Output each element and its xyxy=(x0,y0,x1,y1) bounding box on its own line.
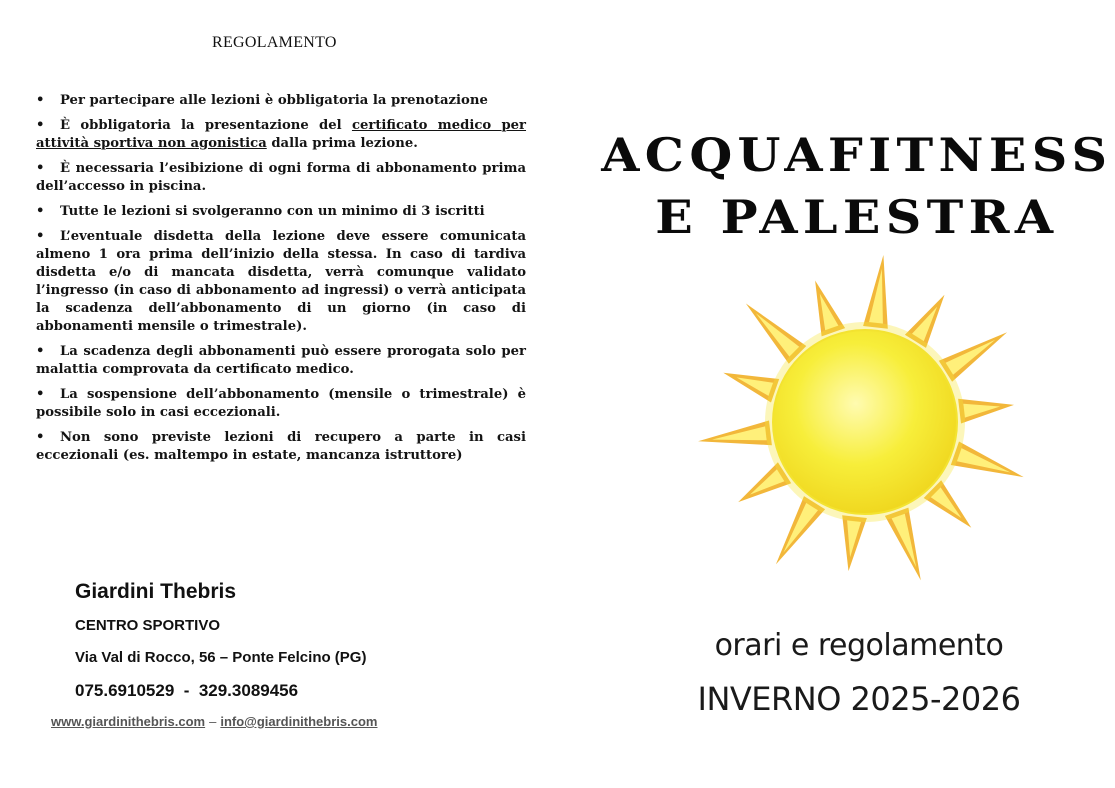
center-address: Via Val di Rocco, 56 – Ponte Felcino (PG) xyxy=(75,649,367,666)
bullet-icon: • xyxy=(36,118,45,133)
rule-text: È necessaria l’esibizione di ogni forma di abbonamento prima dell’accesso in piscina. xyxy=(36,161,526,194)
sun-ray-highlight xyxy=(756,313,799,356)
rule-item xyxy=(36,203,526,221)
rule-item xyxy=(36,117,526,153)
rule-item xyxy=(36,386,526,422)
subtitle: orari e regolamento xyxy=(714,628,1004,663)
rule-item xyxy=(36,429,526,465)
rule-underlined-text: certificato medico per attività sportiva non agonistica xyxy=(36,118,527,151)
email-link[interactable]: info@giardinithebris.com xyxy=(220,714,378,729)
center-name: Giardini Thebris xyxy=(75,580,237,603)
sun-ray-highlight xyxy=(869,269,883,324)
bullet-icon: • xyxy=(36,229,45,244)
center-phones: 075.6910529 - 329.3089456 xyxy=(75,681,299,700)
bullet-icon: • xyxy=(36,161,45,176)
rule-text: Non sono previste lezioni di recupero a parte in casi eccezionali (es. maltempo in estate, mancanza istruttore) xyxy=(36,430,526,463)
main-title xyxy=(584,124,1115,248)
rule-item xyxy=(36,343,526,379)
title-line-2: E PALESTRA xyxy=(655,190,1059,244)
web-contacts xyxy=(51,714,377,729)
contact-block xyxy=(75,580,366,701)
rules-heading: REGOLAMENTO xyxy=(212,34,337,51)
rule-text: La scadenza degli abbonamenti può essere prorogata solo per malattia comprovata da certificato medico. xyxy=(36,344,526,377)
bullet-icon: • xyxy=(36,204,45,219)
title-line-1: ACQUAFITNESS xyxy=(601,128,1113,182)
rule-text: Tutte le lezioni si svolgeranno con un minimo di 3 iscritti xyxy=(60,204,485,219)
web-separator: – xyxy=(209,714,217,729)
sun-icon xyxy=(690,250,1040,595)
bullet-icon: • xyxy=(36,387,45,402)
season-label: INVERNO 2025-2026 xyxy=(697,680,1021,718)
rule-text: Per partecipare alle lezioni è obbligatoria la prenotazione xyxy=(60,93,488,108)
rule-text: La sospensione dell’abbonamento (mensile o trimestrale) è possibile solo in casi eccezionali. xyxy=(36,387,526,420)
rule-item xyxy=(36,228,526,336)
rule-text: L’eventuale disdetta della lezione deve essere comunicata almeno 1 ora prima dell’inizio della stessa. In caso di tardiva disdetta e/o di mancata disdetta, verrà comunque validato l’ingresso (in caso di abbonamento ad ingressi) o verrà anticipata la scadenza dell’abbonamento di un giorno (in caso di abbonamenti mensile o trimestrale). xyxy=(36,229,526,334)
rule-text: È obbligatoria la presentazione del xyxy=(60,118,352,133)
rule-item xyxy=(36,92,526,110)
bullet-icon: • xyxy=(36,430,45,445)
website-link[interactable]: www.giardinithebris.com xyxy=(51,714,206,729)
sun-core xyxy=(773,330,957,514)
bullet-icon: • xyxy=(36,93,45,108)
rule-item xyxy=(36,160,526,196)
center-type: CENTRO SPORTIVO xyxy=(75,617,221,634)
rules-list xyxy=(36,92,526,472)
bullet-icon: • xyxy=(36,344,45,359)
rule-text: dalla prima lezione. xyxy=(266,136,418,151)
sun-ray-highlight xyxy=(712,426,767,440)
